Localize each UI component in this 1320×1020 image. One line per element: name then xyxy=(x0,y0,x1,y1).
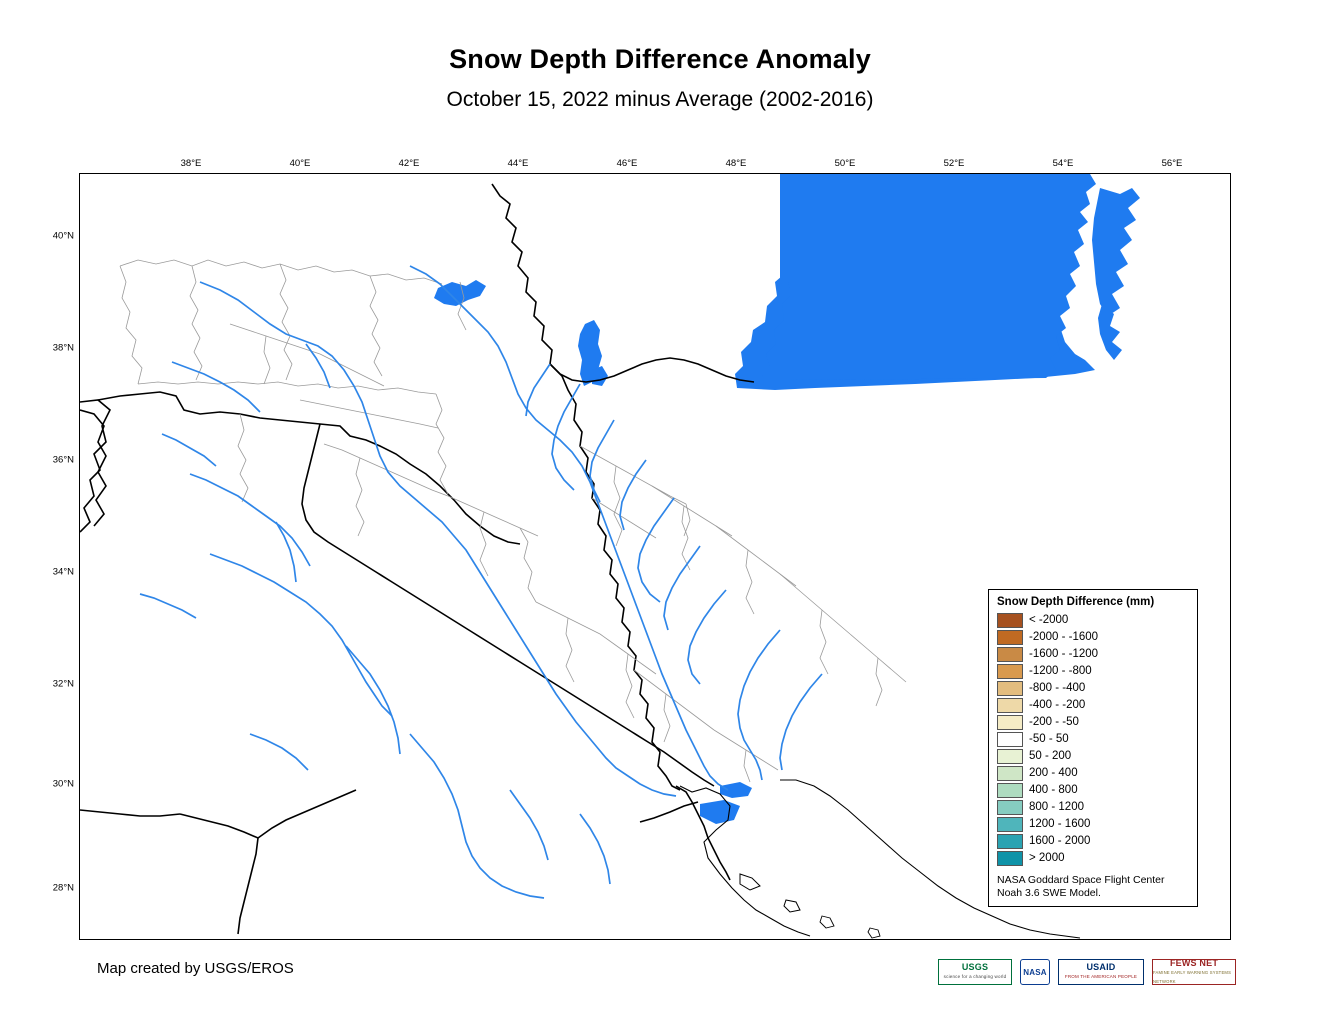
legend-row xyxy=(997,816,1189,833)
legend-swatch xyxy=(997,800,1023,815)
legend-label: -400 - -200 xyxy=(1029,699,1086,711)
fewsnet-logo xyxy=(1152,959,1236,985)
page-title: Snow Depth Difference Anomaly xyxy=(449,44,871,74)
nasa-logo xyxy=(1020,959,1050,985)
page-subtitle: October 15, 2022 minus Average (2002-2016) xyxy=(446,88,874,111)
legend-swatch xyxy=(997,647,1023,662)
legend-label: -200 - -50 xyxy=(1029,716,1079,728)
legend-source xyxy=(997,874,1189,899)
legend-label: 200 - 400 xyxy=(1029,767,1078,779)
legend-swatch xyxy=(997,766,1023,781)
legend-label: -1600 - -1200 xyxy=(1029,648,1099,660)
lon-tick-54e: 54°E xyxy=(1052,158,1074,169)
lon-tick-44e: 44°E xyxy=(507,158,529,169)
legend-row xyxy=(997,646,1189,663)
legend-row xyxy=(997,714,1189,731)
lat-tick-40n: 40°N xyxy=(52,230,74,242)
legend-swatch xyxy=(997,698,1023,713)
lon-tick-50e: 50°E xyxy=(834,158,856,169)
lat-tick-38n: 38°N xyxy=(52,342,74,354)
lat-tick-36n: 36°N xyxy=(52,454,74,466)
legend-label: -2000 - -1600 xyxy=(1029,631,1099,643)
legend-label: 1200 - 1600 xyxy=(1029,818,1091,830)
lat-tick-28n: 28°N xyxy=(52,882,74,894)
lon-tick-46e: 46°E xyxy=(616,158,638,169)
lon-tick-48e: 48°E xyxy=(725,158,747,169)
lon-tick-38e: 38°E xyxy=(180,158,202,169)
nasa-logo-text: NASA xyxy=(1023,967,1047,977)
lon-tick-42e: 42°E xyxy=(398,158,420,169)
legend-swatch xyxy=(997,681,1023,696)
legend-label: < -2000 xyxy=(1029,614,1069,626)
map-legend xyxy=(988,589,1198,907)
legend-label: 1600 - 2000 xyxy=(1029,835,1091,847)
lon-tick-56e: 56°E xyxy=(1161,158,1183,169)
legend-swatch xyxy=(997,613,1023,628)
lat-tick-32n: 32°N xyxy=(52,678,74,690)
usgs-logo xyxy=(938,959,1012,985)
legend-row xyxy=(997,731,1189,748)
usaid-logo-sub: FROM THE AMERICAN PEOPLE xyxy=(1064,974,1138,979)
agency-logos xyxy=(938,957,1236,987)
legend-row xyxy=(997,697,1189,714)
legend-title: Snow Depth Difference (mm) xyxy=(997,596,1155,608)
legend-swatch xyxy=(997,630,1023,645)
legend-class-list xyxy=(997,612,1189,867)
legend-label: 50 - 200 xyxy=(1029,750,1072,762)
usaid-logo-text: USAID xyxy=(1086,962,1116,972)
legend-row xyxy=(997,765,1189,782)
legend-row xyxy=(997,782,1189,799)
legend-swatch xyxy=(997,783,1023,798)
legend-row xyxy=(997,612,1189,629)
legend-label: -800 - -400 xyxy=(1029,682,1086,694)
legend-swatch xyxy=(997,749,1023,764)
legend-row xyxy=(997,833,1189,850)
usgs-logo-sub: science for a changing world xyxy=(943,974,1007,979)
legend-label: -50 - 50 xyxy=(1029,733,1069,745)
usgs-logo-text: USGS xyxy=(961,962,989,972)
legend-swatch xyxy=(997,851,1023,866)
legend-row xyxy=(997,629,1189,646)
legend-row xyxy=(997,748,1189,765)
legend-row xyxy=(997,680,1189,697)
legend-label: > 2000 xyxy=(1029,852,1065,864)
lat-tick-30n: 30°N xyxy=(52,778,74,790)
fewsnet-logo-sub: FAMINE EARLY WARNING SYSTEMS NETWORK xyxy=(1153,969,1232,984)
legend-swatch xyxy=(997,834,1023,849)
lon-tick-52e: 52°E xyxy=(943,158,965,169)
legend-label: 400 - 800 xyxy=(1029,784,1078,796)
lat-tick-34n: 34°N xyxy=(52,566,74,578)
legend-swatch xyxy=(997,732,1023,747)
fewsnet-logo-text: FEWS NET xyxy=(1169,957,1219,968)
map-credit: Map created by USGS/EROS xyxy=(97,960,294,977)
legend-swatch xyxy=(997,817,1023,832)
legend-source-line2: Noah 3.6 SWE Model. xyxy=(997,886,1101,899)
legend-row xyxy=(997,799,1189,816)
usaid-logo xyxy=(1058,959,1144,985)
legend-swatch xyxy=(997,715,1023,730)
lon-tick-40e: 40°E xyxy=(289,158,311,169)
legend-source-line1: NASA Goddard Space Flight Center xyxy=(997,874,1165,886)
legend-row xyxy=(997,850,1189,867)
legend-label: -1200 - -800 xyxy=(1029,665,1092,677)
legend-row xyxy=(997,663,1189,680)
legend-label: 800 - 1200 xyxy=(1029,801,1084,813)
legend-swatch xyxy=(997,664,1023,679)
